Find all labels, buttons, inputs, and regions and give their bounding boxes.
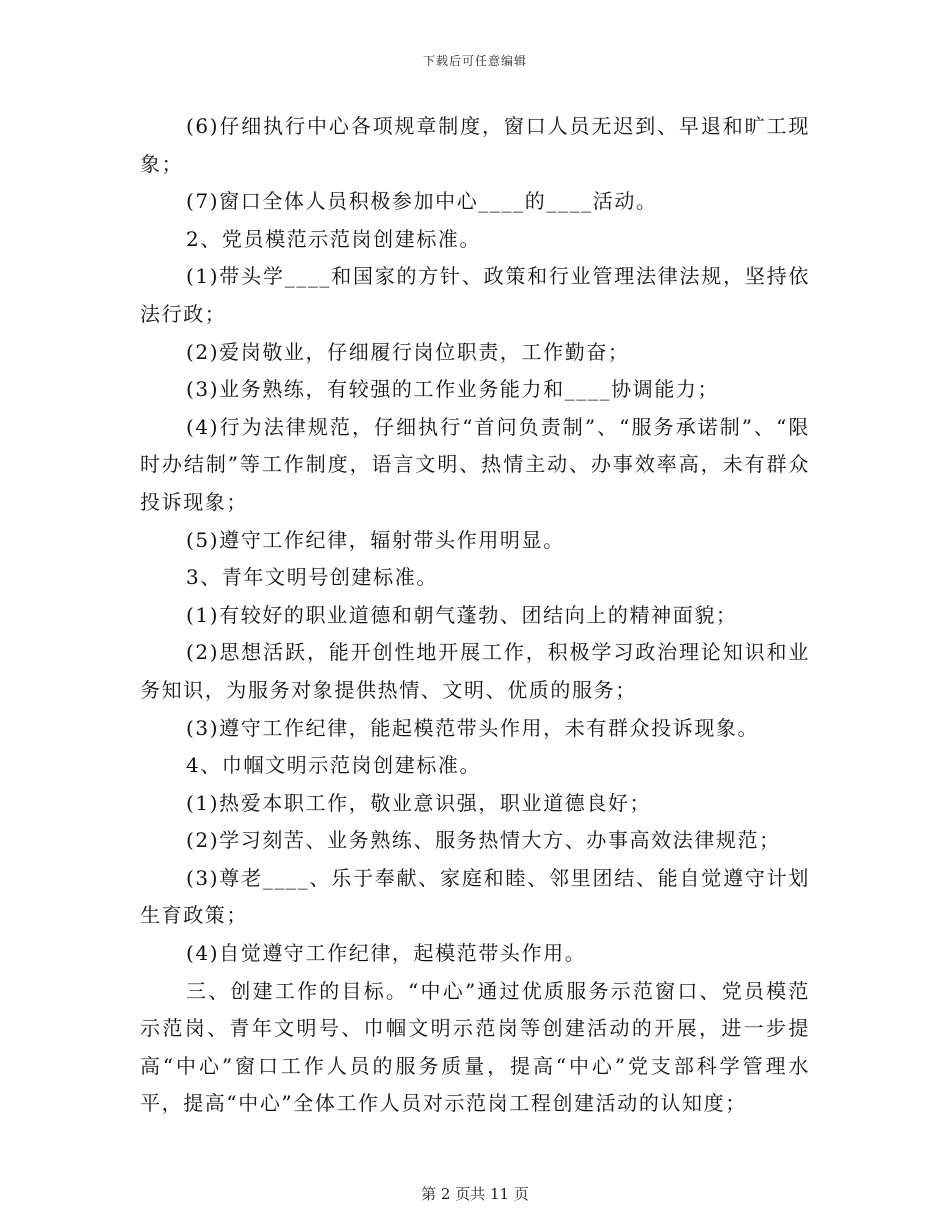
- paragraph: (3)遵守工作纪律，能起模范带头作用，未有群众投诉现象。: [186, 715, 760, 740]
- section-heading: 3、青年文明号创建标准。: [186, 565, 438, 590]
- paragraph: (3)业务熟练，有较强的工作业务能力和____协调能力；: [186, 377, 720, 402]
- paragraph: (1)热爱本职工作，敬业意识强，职业道德良好；: [186, 790, 652, 815]
- paragraph: (3)尊老____、乐于奉献、家庭和睦、邻里团结、能自觉遵守计划生育政策；: [140, 865, 810, 928]
- section-heading: 4、巾帼文明示范岗创建标准。: [186, 753, 482, 778]
- paragraph: (6)仔细执行中心各项规章制度，窗口人员无迟到、早退和旷工现象；: [140, 114, 810, 176]
- paragraph: (2)学习刻苦、业务熟练、服务热情大方、办事高效法律规范；: [186, 828, 781, 853]
- paragraph: (1)带头学____和国家的方针、政策和行业管理法律法规，坚持依法行政；: [140, 264, 810, 326]
- paragraph: (5)遵守工作纪律，辐射带头作用明显。: [186, 527, 565, 552]
- page-footer: 第 2 页共 11 页: [421, 1185, 529, 1203]
- paragraph: (2)思想活跃，能开创性地开展工作，积极学习政治理论知识和业务知识，为服务对象提供热情、文明、优质的服务；: [140, 640, 810, 702]
- document-body: [140, 108, 810, 1123]
- paragraph: (4)行为法律规范，仔细执行“首问负责制”、“服务承诺制”、“限时办结制”等工作制度，语言文明、热情主动、办事效率高，未有群众投诉现象；: [140, 414, 810, 514]
- paragraph: 三、创建工作的目标。“中心”通过优质服务示范窗口、党员模范示范岗、青年文明号、巾帼文明示范岗等创建活动的开展，进一步提高“中心”窗口工作人员的服务质量，提高“中心”党支部科学管理水平，提高“中心”全体工作人员对示范岗工程创建活动的认知度；: [140, 978, 810, 1116]
- page-header: 下载后可任意编辑: [422, 54, 527, 68]
- paragraph: (7)窗口全体人员积极参加中心____的____活动。: [186, 189, 658, 214]
- paragraph: (1)有较好的职业道德和朝气蓬勃、团结向上的精神面貌；: [186, 602, 738, 627]
- paragraph: (4)自觉遵守工作纪律，起模范带头作用。: [186, 941, 587, 966]
- section-heading: 2、党员模范示范岗创建标准。: [186, 226, 482, 251]
- paragraph: (2)爱岗敬业，仔细履行岗位职责，工作勤奋；: [186, 339, 630, 364]
